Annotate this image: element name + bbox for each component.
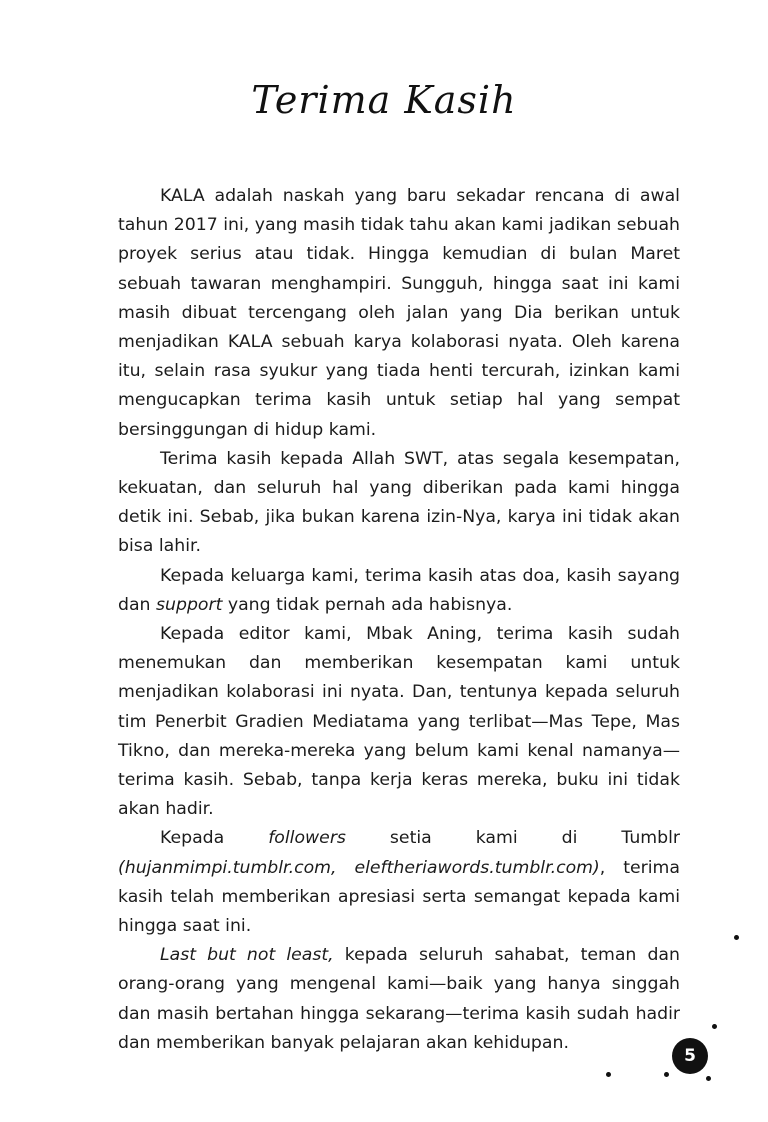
text-run: yang tidak pernah ada habisnya. [222,594,513,615]
text-run: Kepada editor kami, Mbak Aning, terima kasih sudah menemukan dan memberikan kesempatan kami untuk menjadikan kolaborasi ini nyata. Dan, tentunya kepada seluruh tim Penerbit Gradien Mediatama yang terlibat—Mas Tepe, Mas Tikno, dan mereka-mereka yang belum kami kenal namanya—terima kasih. Sebab, tanpa kerja keras mereka, buku ini tidak akan hadir. [118,624,680,820]
italic-text-run: followers [268,828,346,849]
text-run: KALA adalah naskah yang baru sekadar rencana di awal tahun 2017 ini, yang masih tidak tahu akan kami jadikan sebuah proyek serius atau tidak. Hingga kemudian di bulan Maret sebuah tawaran menghampiri. Sungguh, hingga saat ini kami masih dibuat tercengang oleh jalan yang Dia berikan untuk menjadikan KALA sebuah karya kolaborasi nyata. Oleh karena itu, selain rasa syukur yang tiada henti tercurah, izinkan kami mengucapkan terima kasih untuk setiap hal yang sempat bersinggungan di hidup kami. [118,186,680,440]
decorative-dot [734,935,739,940]
paragraph [118,824,680,941]
page-number-badge: 5 [672,1038,708,1074]
paragraph [118,941,680,1058]
italic-text-run: Last but not least, [160,945,334,966]
text-run: Kepada [160,828,269,849]
text-run: kepada seluruh sahabat, teman dan orang-orang yang mengenal kami—baik yang hanya singgah dan masih bertahan hingga sekarang—terima kasih sudah hadir dan memberikan banyak pelajaran akan kehidupan. [118,945,680,1053]
italic-text-run: (hujanmimpi.tumblr.com, eleftheriawords.tumblr.com) [118,857,600,878]
decorative-dot [606,1072,611,1077]
paragraph [118,182,680,445]
body-text [118,182,680,1058]
italic-text-run: support [156,594,223,615]
decorative-dot [706,1076,711,1081]
decorative-dot [664,1072,669,1077]
text-run: setia kami di Tumblr [345,828,680,849]
text-run: Kepada keluarga kami, terima kasih atas doa, kasih sayang dan [118,565,680,615]
text-run: , terima kasih telah memberikan apresiasi serta semangat kepada kami hingga saat ini. [118,857,680,937]
paragraph [118,620,680,824]
text-run: Terima kasih kepada Allah SWT, atas segala kesempatan, kekuatan, dan seluruh hal yang diberikan pada kami hingga detik ini. Sebab, jika bukan karena izin-Nya, karya ini tidak akan bisa lahir. [118,448,680,557]
paragraph [118,445,680,562]
paragraph [118,562,680,620]
decorative-dot [712,1024,717,1029]
page-title: Terima Kasih [251,78,517,122]
